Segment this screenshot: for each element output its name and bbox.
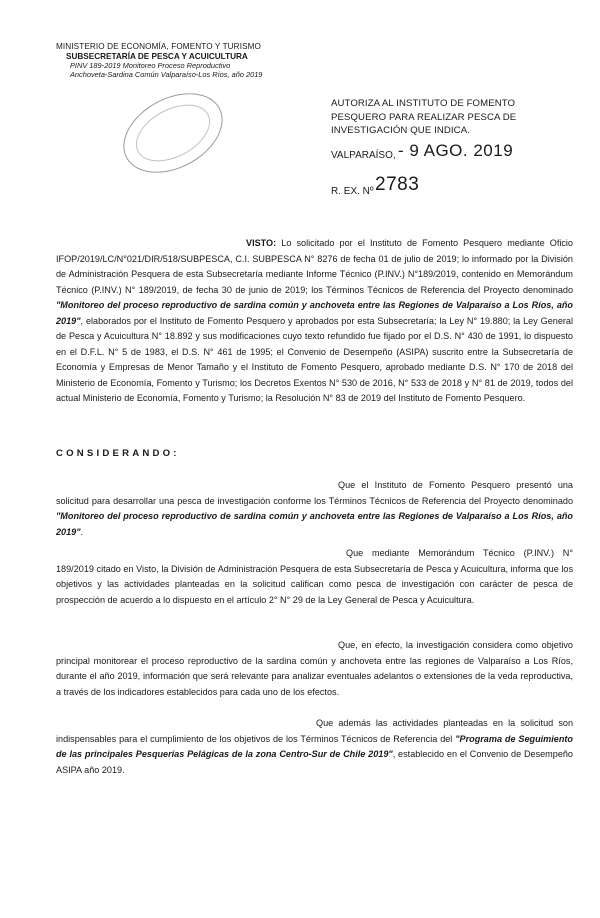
visto-text-2: , elaborados por el Instituto de Fomento Pesquero y aprobados por esta Subsecretaría; la Ley N° 19.880; la Ley General de Pesca y Acuicultura N° 18.892 y sus modificaciones cuyo texto refundido fue fijado por el D.S. N° 430 de 1991, lo dispuesto en el D.F.L. N° 5 de 1983, el D.S. N° 461 de 1995; el Convenio de Desempeño (ASIPA) suscrito entre la Subsecretaría de Economía y Empresas de Menor Tamaño y el Instituto de Fomento Pesquero, aprobado mediante D.S. N° 170 de 2018 del Ministerio de Economía, Fomento y Turismo; los Decretos Exentos N° 530 de 2016, N° 533 de 2018 y N° 81 de 2019, todos del actual Ministerio de Economía, Fomento y Turismo; la Resolución N° 83 de 2019 del Instituto de Fomento Pesquero.	[56, 315, 573, 403]
visto-paragraph	[56, 236, 573, 407]
considerando-4-title: "Programa de Seguimiento de las principales Pesquerías Pelágicas de la zona Centro-Sur de Chile 2019"	[56, 733, 573, 759]
stamp-inner-ring	[126, 93, 219, 173]
considerando-1	[56, 478, 573, 540]
resolution-number: 2783	[375, 174, 420, 195]
considerando-2-text: Que mediante Memorándum Técnico (P.INV.) N° 189/2019 citado en Visto, la División de Administración Pesquera de esta Subsecretaría de Pesca y Acuicultura, informa que los objetivos y las actividades planteadas en la solicitud califican como pesca de investigación con carácter de pesca de prospección de acuerdo a lo dispuesto en el artículo 2° N° 29 de la Ley General de Pesca y Acuicultura.	[56, 548, 573, 605]
ministry-name: MINISTERIO DE ECONOMÍA, FOMENTO Y TURISMO	[56, 42, 262, 51]
visto-text-1: Lo solicitado por el Instituto de Fomento Pesquero mediante Oficio IFOP/2019/LC/N°021/DIR/518/SUBPESCA, C.I. SUBPESCA N° 8276 de fecha 01 de julio de 2019; lo informado por la División de Administración Pesquera de esta Subsecretaría mediante Informe Técnico (P.INV.) N°189/2019, contenido en Memorándum Técnico (P.INV.) N° 189/2019, de fecha 30 de junio de 2019; los Términos Técnicos de Referencia del Proyecto denominado	[56, 238, 573, 295]
considerando-2	[56, 546, 573, 608]
considerando-4-end: , establecido en el Convenio de Desempeño ASIPA año 2019.	[56, 749, 573, 775]
considerando-1-text: Que el Instituto de Fomento Pesquero presentó una solicitud para desarrollar una pesca de investigación conforme los Términos Técnicos de Referencia del Proyecto denominado	[56, 480, 573, 506]
visto-project-title: "Monitoreo del proceso reproductivo de sardina común y anchoveta entre las Regiones de Valparaíso a Los Ríos, año 2019"	[56, 300, 573, 326]
visto-label: VISTO:	[246, 238, 277, 248]
subsecretaria-name: SUBSECRETARÍA DE PESCA Y ACUICULTURA	[66, 51, 248, 61]
considerando-4	[56, 716, 573, 778]
considerando-1-end: .	[80, 526, 84, 537]
reference-line-2: Anchoveta-Sardina Común Valparaíso-Los Ríos, año 2019	[70, 70, 263, 80]
official-stamp	[110, 77, 236, 189]
considerando-1-title: "Monitoreo del proceso reproductivo de sardina común y anchoveta entre las Regiones de Valparaíso a Los Ríos, año 2019"	[56, 511, 573, 537]
resolution-subject: AUTORIZA AL INSTITUTO DE FOMENTO PESQUERO PARA REALIZAR PESCA DE INVESTIGACIÓN QUE INDICA.	[331, 98, 517, 137]
reference-line-1: PINV 189-2019 Monitoreo Proceso Reproductivo	[70, 61, 231, 71]
place-label: VALPARAÍSO,	[331, 150, 396, 161]
resolution-date: - 9 AGO. 2019	[398, 141, 514, 160]
letterhead	[56, 42, 276, 79]
considerando-4-text: Que además las actividades planteadas en la solicitud son indispensables para el cumplimiento de los objetivos de los Términos Técnicos de Referencia del	[56, 718, 573, 744]
considerando-heading: CONSIDERANDO:	[56, 448, 180, 459]
considerando-3	[56, 638, 573, 700]
rex-label: R. EX. Nº	[331, 186, 374, 197]
considerando-3-text: Que, en efecto, la investigación considera como objetivo principal monitorear el proceso reproductivo de la sardina común y anchoveta entre las regiones de Valparaíso a Los Ríos, durante el año 2019, información que será relevante para analizar eventuales adelantos o extensiones de la veda reproductiva, a través de los indicadores establecidos para cada uno de los efectos.	[56, 640, 573, 697]
